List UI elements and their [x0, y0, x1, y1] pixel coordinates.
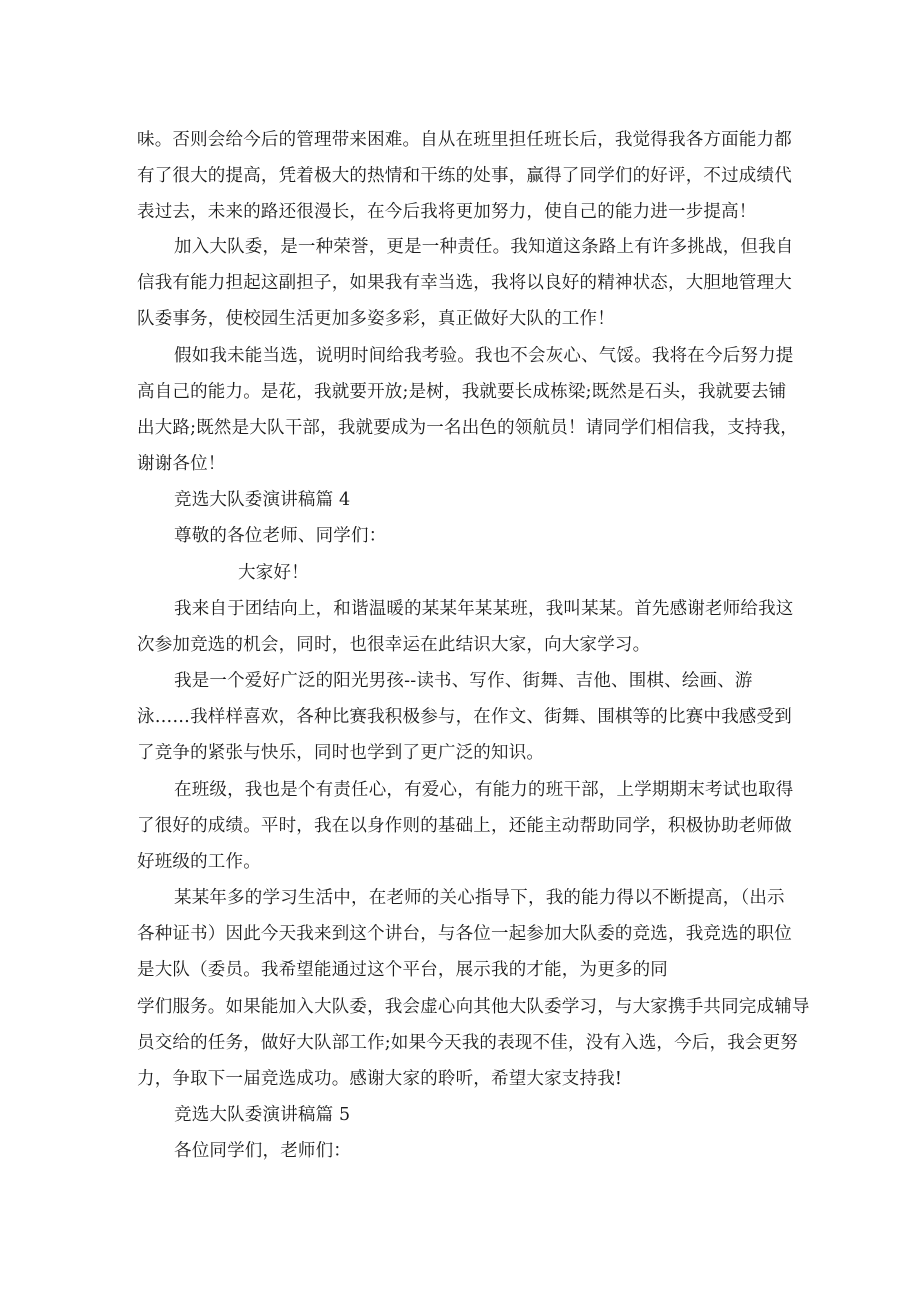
paragraph-line: 员交给的任务，做好大队部工作;如果今天我的表现不佳，没有入选，今后，我会更努	[137, 1033, 798, 1053]
section-heading: 竞选大队委演讲稿篇 4	[174, 490, 351, 510]
paragraph-line: 了竞争的紧张与快乐，同时也学到了更广泛的知识。	[137, 743, 545, 763]
salutation: 各位同学们，老师们：	[174, 1141, 351, 1161]
paragraph-line: 队委事务，使校园生活更加多姿多彩，真正做好大队的工作！	[137, 309, 615, 329]
paragraph-line: 某某年多的学习生活中，在老师的关心指导下，我的能力得以不断提高，（出示	[174, 888, 785, 908]
paragraph-line: 信我有能力担起这副担子，如果我有幸当选，我将以良好的精神状态，大胆地管理大	[137, 273, 792, 293]
paragraph-line: 泳……我样样喜欢，各种比赛我积极参与，在作文、街舞、围棋等的比赛中我感受到	[137, 707, 792, 727]
paragraph-line: 假如我未能当选，说明时间给我考验。我也不会灰心、气馁。我将在今后努力提	[174, 346, 794, 366]
paragraph-line: 力，争取下一届竞选成功。感谢大家的聆听，希望大家支持我!	[137, 1069, 623, 1089]
salutation: 尊敬的各位老师、同学们：	[174, 526, 387, 546]
paragraph-line: 是大队（委员。我希望能通过这个平台，展示我的才能，为更多的同	[137, 960, 668, 980]
paragraph-line: 学们服务。如果能加入大队委，我会虚心向其他大队委学习，与大家携手共同完成辅导	[137, 997, 810, 1017]
paragraph-line: 高自己的能力。是花，我就要开放;是树，我就要长成栋梁;既然是石头，我就要去铺	[137, 382, 787, 402]
paragraph-line: 我是一个爱好广泛的阳光男孩--读书、写作、街舞、吉他、围棋、绘画、游	[174, 671, 753, 691]
paragraph-line: 谢谢各位！	[137, 454, 226, 474]
paragraph-line: 出大路;既然是大队干部，我就要成为一名出色的领航员！请同学们相信我，支持我，	[137, 418, 798, 438]
paragraph-line: 在班级，我也是个有责任心，有爱心，有能力的班干部，上学期期末考试也取得	[174, 780, 794, 800]
paragraph-line: 味。否则会给今后的管理带来困难。自从在班里担任班长后，我觉得我各方面能力都	[137, 130, 792, 150]
paragraph-line: 我来自于团结向上，和谐温暖的某某年某某班，我叫某某。首先感谢老师给我这	[174, 599, 794, 619]
paragraph-line: 各种证书）因此今天我来到这个讲台，与各位一起参加大队委的竞选，我竞选的职位	[137, 924, 792, 944]
paragraph-line: 表过去，未来的路还很漫长，在今后我将更加努力，使自己的能力进一步提高！	[137, 202, 757, 222]
greeting: 大家好！	[238, 563, 309, 583]
paragraph-line: 好班级的工作。	[137, 852, 261, 872]
paragraph-line: 加入大队委，是一种荣誉，更是一种责任。我知道这条路上有许多挑战，但我自	[174, 237, 794, 257]
section-heading: 竞选大队委演讲稿篇 5	[174, 1105, 351, 1125]
paragraph-line: 次参加竞选的机会，同时，也很幸运在此结识大家，向大家学习。	[137, 635, 651, 655]
paragraph-line: 有了很大的提高，凭着极大的热情和干练的处事，赢得了同学们的好评，不过成绩代	[137, 166, 792, 186]
paragraph-line: 了很好的成绩。平时，我在以身作则的基础上，还能主动帮助同学，积极协助老师做	[137, 816, 792, 836]
